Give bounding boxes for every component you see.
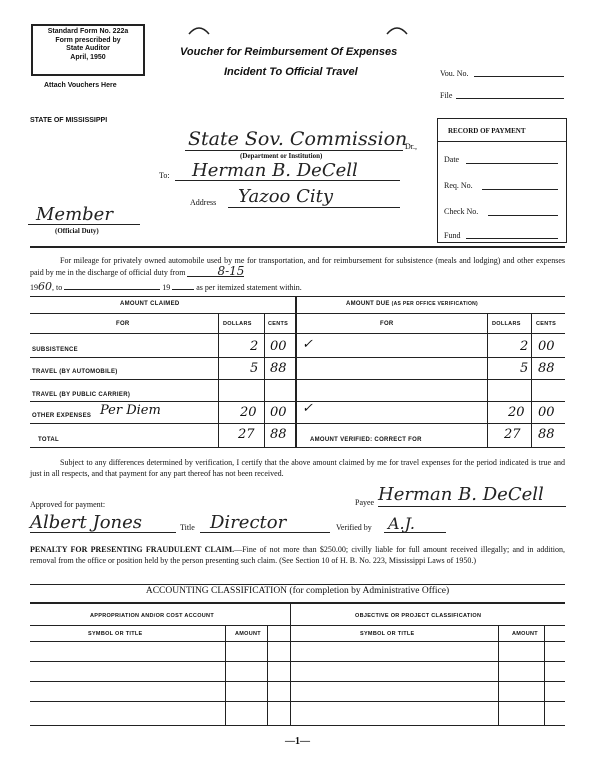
row-rule — [30, 357, 565, 358]
year2-field[interactable] — [172, 289, 194, 290]
form-box-line2: Form prescribed by — [55, 36, 121, 44]
acct-col — [267, 625, 268, 725]
official-duty-value: Member — [36, 204, 113, 225]
record-title-underline — [438, 141, 566, 142]
row-subsistence-due-cents: 00 — [538, 339, 555, 354]
state-label: STATE OF MISSISSIPPI — [30, 117, 108, 124]
row-rule — [30, 401, 565, 402]
row-travel-auto-cents: 88 — [270, 361, 287, 376]
official-duty-caption: (Official Duty) — [55, 227, 99, 235]
vou-no-field[interactable] — [474, 76, 564, 77]
form-box-line3: State Auditor — [66, 45, 110, 52]
row-total-dollars: 27 — [238, 427, 255, 442]
to-field[interactable] — [175, 180, 400, 181]
row-other-due-cents: 00 — [538, 405, 555, 420]
acct-col — [225, 625, 226, 725]
amount-due-title: AMOUNT DUE — [346, 301, 390, 307]
approver-signature: Albert Jones — [30, 512, 143, 533]
amount-due-header — [346, 301, 478, 307]
department-caption: (Department or Institution) — [240, 152, 323, 160]
amount-due-note: (AS PER OFFICE VERIFICATION) — [391, 301, 479, 307]
payee-label: Payee — [355, 498, 375, 507]
claimed-cents-header: CENTS — [268, 321, 289, 327]
payee-field[interactable] — [378, 506, 566, 507]
verified-value: A.J. — [388, 514, 415, 533]
vou-no-label: Vou. No. — [440, 69, 469, 78]
certify-paragraph: Subject to any differences determined by verification, I certify that the above amount claimed by me for travel expenses for the period indicated is true and just in all respects, and that payment for any part thereof has not been received. — [30, 458, 565, 478]
claimed-dollars-header: DOLLARS — [223, 321, 252, 327]
approved-label: Approved for payment: — [30, 500, 106, 509]
amount-table — [30, 296, 565, 448]
rop-date-label: Date — [444, 155, 460, 164]
department-suffix: Dr., — [405, 142, 417, 151]
address-label: Address — [190, 198, 217, 207]
department-field[interactable] — [185, 150, 403, 151]
rop-date-field[interactable] — [466, 163, 558, 164]
row-total-due-cents: 88 — [538, 427, 555, 442]
attach-note: Attach Vouchers Here — [44, 82, 117, 89]
address-field[interactable] — [228, 207, 400, 208]
row-total-cents: 88 — [270, 427, 287, 442]
acct-left-amount: AMOUNT — [235, 631, 261, 637]
verified-label: Verified by — [336, 523, 372, 532]
title-line1: Voucher for Reimbursement Of Expenses — [180, 46, 398, 58]
rop-req-field[interactable] — [482, 189, 558, 190]
mileage-from-value: 8-15 — [187, 266, 244, 277]
acct-left-header: APPROPRIATION AND/OR COST ACCOUNT — [90, 613, 214, 619]
due-dollars-header: DOLLARS — [492, 321, 521, 327]
page-number: —1— — [285, 736, 310, 747]
rop-fund-label: Fund — [444, 231, 461, 240]
acct-col — [544, 625, 545, 725]
mileage-line2 — [30, 280, 302, 293]
acct-right-amount: AMOUNT — [512, 631, 538, 637]
header-rule — [30, 333, 565, 334]
to-label: To: — [159, 171, 170, 180]
title-line2: Incident To Official Travel — [224, 66, 358, 78]
header-rule — [30, 313, 565, 314]
acct-rule — [30, 641, 565, 642]
row-label-subsistence: SUBSISTENCE — [32, 347, 78, 353]
row-other-handwritten: Per Diem — [100, 403, 161, 418]
claimed-for-header: FOR — [116, 321, 130, 327]
row-subsistence-cents: 00 — [270, 339, 287, 354]
penalty-body: —Fine of not more than $250.00; civilly liable for full amount received illegally; and in addition, removal from the office or position held by the person presenting such claim. (See Section 10 of H. B. No. 223, Mississippi Laws of 1950.) — [30, 545, 565, 565]
mileage-tail: as per itemized statement within. — [196, 283, 302, 292]
to-word: , to — [52, 283, 63, 292]
acct-rule — [30, 681, 565, 682]
record-of-payment-box — [437, 118, 567, 243]
verified-field[interactable] — [384, 532, 446, 533]
title-field[interactable] — [200, 532, 330, 533]
accounting-title: ACCOUNTING CLASSIFICATION — [145, 586, 288, 596]
row-other-due-dollars: 20 — [508, 405, 525, 420]
row-subsistence-dollars: 2 — [250, 339, 259, 354]
row-other-cents: 00 — [270, 405, 287, 420]
rop-check-label: Check No. — [444, 207, 479, 216]
acct-col — [498, 625, 499, 725]
accounting-rule-top — [30, 584, 565, 585]
row-label-travel-carrier: TRAVEL (BY PUBLIC CARRIER) — [32, 392, 131, 398]
row-other-check: ✓ — [302, 401, 313, 416]
amount-claimed-header: AMOUNT CLAIMED — [120, 301, 180, 307]
row-subsistence-due-dollars: 2 — [520, 339, 529, 354]
rop-fund-field[interactable] — [466, 238, 558, 239]
file-label: File — [440, 91, 453, 100]
official-duty-field[interactable] — [28, 224, 140, 225]
row-travel-auto-dollars: 5 — [250, 361, 259, 376]
title-value: Director — [210, 512, 287, 533]
rop-check-field[interactable] — [488, 215, 558, 216]
title-label: Title — [180, 523, 195, 532]
mileage-paragraph — [30, 255, 565, 278]
file-field[interactable] — [456, 98, 564, 99]
record-of-payment-title: RECORD OF PAYMENT — [448, 127, 526, 135]
acct-rule — [30, 625, 565, 626]
to-value: Herman B. DeCell — [192, 160, 358, 181]
due-for-header: FOR — [380, 321, 394, 327]
acct-right-symbol: SYMBOL OR TITLE — [360, 631, 415, 637]
department-value: State Sov. Commission — [188, 128, 408, 150]
row-total-due-label: AMOUNT VERIFIED: CORRECT FOR — [310, 437, 422, 443]
penalty-head: PENALTY FOR PRESENTING FRAUDULENT CLAIM. — [30, 545, 235, 554]
acct-rule — [30, 701, 565, 702]
accounting-title-row — [0, 586, 595, 596]
year2-prefix: 19 — [162, 283, 171, 292]
rop-req-label: Req. No. — [444, 181, 473, 190]
due-cents-header: CENTS — [536, 321, 557, 327]
row-label-total: TOTAL — [38, 437, 59, 443]
row-subsistence-check: ✓ — [302, 337, 313, 352]
accounting-subtitle: (for completion by Administrative Office) — [289, 586, 450, 596]
year-prefix: 19 — [30, 283, 38, 292]
row-rule — [30, 379, 565, 380]
form-box-line4: April, 1950 — [70, 53, 106, 61]
payee-value: Herman B. DeCell — [378, 484, 544, 505]
row-total-due-dollars: 27 — [504, 427, 521, 442]
penalty-paragraph — [30, 545, 565, 566]
approver-field[interactable] — [30, 532, 176, 533]
row-rule — [30, 423, 565, 424]
year-value: 60 — [38, 280, 52, 293]
form-box-line1: Standard Form No. 222a — [47, 28, 129, 35]
row-label-travel-auto: TRAVEL (BY AUTOMOBILE) — [32, 369, 118, 375]
row-other-dollars: 20 — [240, 405, 257, 420]
table-center-divider — [295, 297, 297, 447]
to-date-field[interactable] — [64, 289, 160, 290]
mileage-text: For mileage for privately owned automobile used by me for transportation, and for reimbursement for subsistence (meals and lodging) and other expenses paid by me in the discharge of official duty from — [30, 256, 565, 277]
acct-right-header: OBJECTIVE OR PROJECT CLASSIFICATION — [355, 613, 482, 619]
divider-top — [30, 246, 565, 248]
acct-center-divider — [290, 603, 291, 725]
address-value: Yazoo City — [238, 186, 334, 207]
acct-left-symbol: SYMBOL OR TITLE — [88, 631, 143, 637]
row-label-other: OTHER EXPENSES — [32, 413, 92, 419]
row-travel-auto-due-dollars: 5 — [520, 361, 529, 376]
row-travel-auto-due-cents: 88 — [538, 361, 555, 376]
accounting-table — [30, 603, 565, 726]
acct-rule — [30, 661, 565, 662]
